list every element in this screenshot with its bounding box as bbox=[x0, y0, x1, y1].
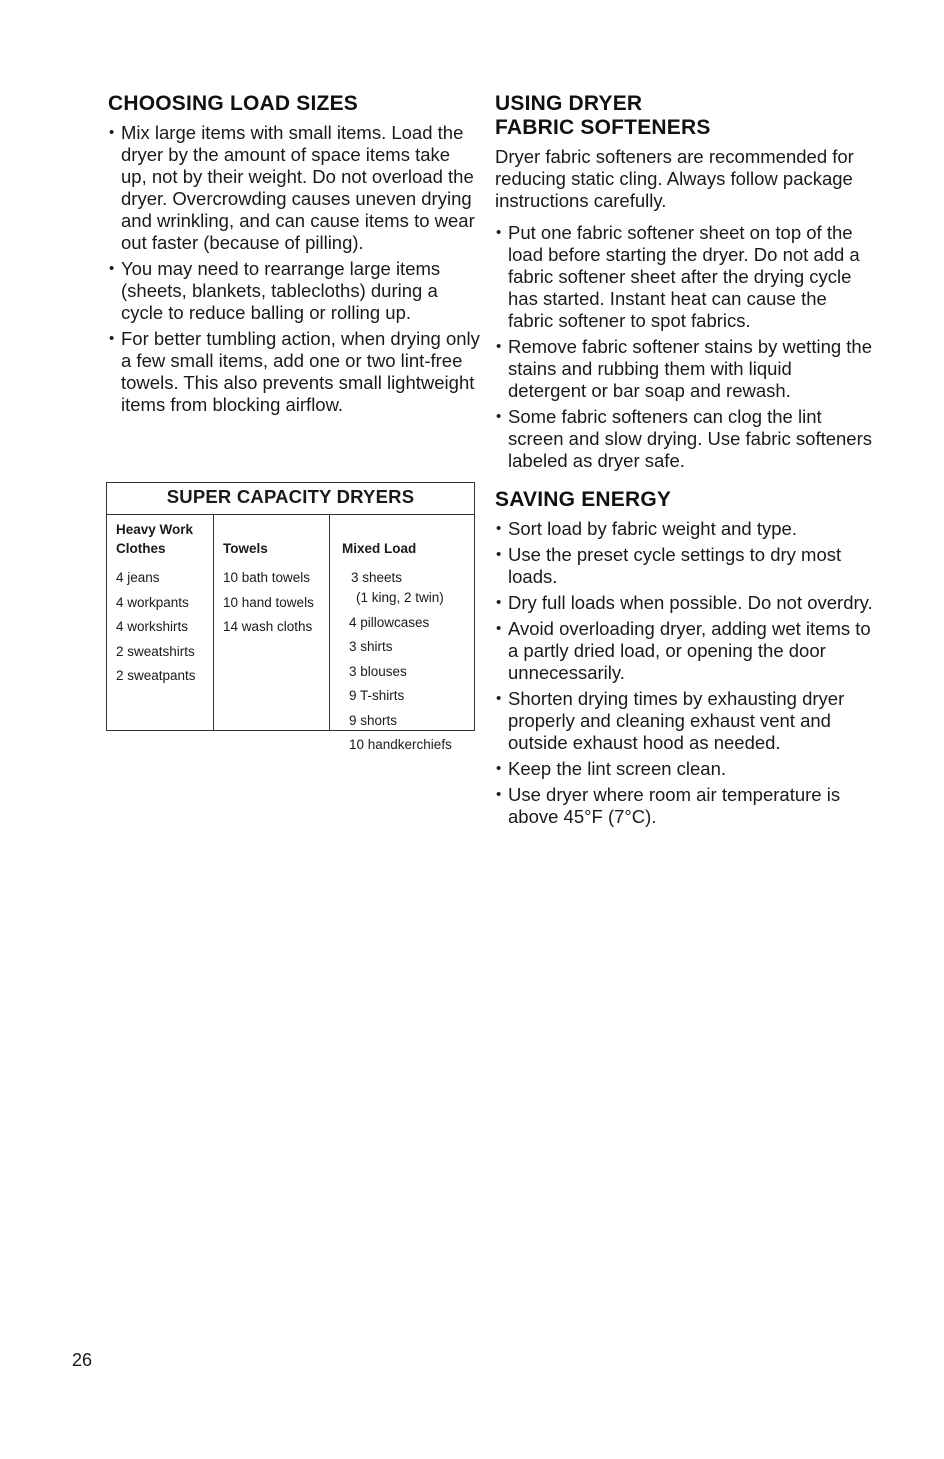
section-title-fabric-softeners bbox=[495, 92, 875, 140]
table-cell: 4 workshirts bbox=[116, 619, 189, 634]
list-item bbox=[495, 222, 875, 332]
section-title-saving-energy: SAVING ENERGY bbox=[495, 488, 672, 511]
bullet-icon: • bbox=[109, 260, 115, 277]
table-cell: 3 blouses bbox=[349, 663, 407, 679]
list-item bbox=[108, 328, 480, 416]
bullet-icon: • bbox=[496, 338, 502, 355]
table-title: SUPER CAPACITY DRYERS bbox=[107, 483, 474, 515]
left-column bbox=[108, 92, 480, 420]
list-item-text: Mix large items with small items. Load the dryer by the amount of space items take up, not by their weight. Do not overload the dryer. Overcrowding causes uneven drying and wrinkling, and can cause items to wear out faster (because of pilling). bbox=[121, 122, 475, 253]
table-cell: 10 hand towels bbox=[223, 594, 314, 610]
column-header-line: Clothes bbox=[116, 541, 166, 556]
table-cell: 10 bath towels bbox=[223, 570, 311, 585]
list-item-text: Remove fabric softener stains by wetting the stains and rubbing them with liquid detergent or bar soap and rewash. bbox=[508, 336, 873, 401]
bullet-icon: • bbox=[496, 620, 502, 637]
table-cell: 10 handkerchiefs bbox=[349, 737, 452, 752]
list-item bbox=[495, 592, 875, 614]
bullet-icon: • bbox=[109, 124, 115, 141]
table-column-mixed-load bbox=[330, 515, 474, 752]
list-item-text: Shorten drying times by exhausting dryer properly and cleaning exhaust vent and outside exhaust hood as needed. bbox=[508, 688, 845, 753]
list-item bbox=[108, 122, 480, 254]
column-header bbox=[116, 515, 213, 558]
list-item-text: Sort load by fabric weight and type. bbox=[508, 518, 797, 539]
fabric-softeners-list bbox=[495, 222, 875, 472]
table-cell: 4 workpants bbox=[116, 594, 189, 610]
list-item bbox=[495, 406, 875, 472]
column-header-line: Mixed Load bbox=[342, 541, 417, 556]
bullet-icon: • bbox=[496, 520, 502, 537]
column-header bbox=[223, 515, 329, 558]
table-body bbox=[107, 515, 474, 752]
table-cell: 2 sweatshirts bbox=[116, 643, 195, 659]
bullet-icon: • bbox=[496, 408, 502, 425]
list-item-text: Avoid overloading dryer, adding wet items to a partly dried load, or opening the door unnecessarily. bbox=[508, 618, 871, 683]
column-items bbox=[116, 566, 213, 689]
bullet-icon: • bbox=[496, 690, 502, 707]
list-item bbox=[108, 258, 480, 324]
column-header-line: Heavy Work bbox=[116, 522, 194, 537]
table-column-heavy-work bbox=[107, 515, 214, 731]
column-header bbox=[342, 515, 474, 558]
table-cell: 3 shirts bbox=[349, 639, 393, 654]
column-items bbox=[342, 566, 474, 758]
list-item-text: Use dryer where room air temperature is above 45°F (7°C). bbox=[508, 784, 841, 827]
super-capacity-table bbox=[106, 482, 475, 752]
title-line: FABRIC SOFTENERS bbox=[495, 116, 711, 139]
list-item-text: Put one fabric softener sheet on top of the load before starting the dryer. Do not add a fabric softener sheet after the drying cycle has started. Instant heat can cause the fabric softener to spot fabrics. bbox=[508, 222, 860, 331]
list-item bbox=[495, 618, 875, 684]
table-cell: 2 sweatpants bbox=[116, 668, 196, 683]
bullet-icon: • bbox=[496, 760, 502, 777]
list-item-text: You may need to rearrange large items (sheets, blankets, tablecloths) during a cycle to reduce balling or rolling up. bbox=[121, 258, 441, 323]
title-line: USING DRYER bbox=[495, 92, 643, 115]
list-item bbox=[495, 544, 875, 588]
list-item-text: For better tumbling action, when drying only a few small items, add one or two lint-free towels. This also prevents small lightweight items from blocking airflow. bbox=[121, 328, 480, 415]
bullet-icon: • bbox=[496, 224, 502, 241]
table-cell: 4 jeans bbox=[116, 570, 160, 585]
load-sizes-list bbox=[108, 122, 480, 416]
list-item bbox=[495, 784, 875, 828]
table-cell: 4 pillowcases bbox=[349, 614, 430, 630]
list-item bbox=[495, 518, 875, 540]
saving-energy-list bbox=[495, 518, 875, 828]
bullet-icon: • bbox=[496, 546, 502, 563]
table-cell: 9 shorts bbox=[349, 712, 398, 728]
bullet-icon: • bbox=[496, 594, 502, 611]
right-column bbox=[495, 92, 875, 832]
column-header-line: Towels bbox=[223, 541, 268, 556]
table-cell: (1 king, 2 twin) bbox=[356, 589, 444, 605]
page-number: 26 bbox=[72, 1350, 93, 1370]
table-cell: 3 sheets bbox=[351, 570, 403, 585]
list-item bbox=[495, 336, 875, 402]
list-item-text: Some fabric softeners can clog the lint screen and slow drying. Use fabric softeners labeled as dryer safe. bbox=[508, 406, 873, 471]
list-item-text: Keep the lint screen clean. bbox=[508, 758, 727, 779]
bullet-icon: • bbox=[496, 786, 502, 803]
section-title-load-sizes: CHOOSING LOAD SIZES bbox=[108, 92, 358, 115]
table-column-towels bbox=[214, 515, 330, 731]
fabric-softeners-intro: Dryer fabric softeners are recommended for reducing static cling. Always follow package instructions carefully. bbox=[495, 146, 854, 211]
table-cell: 9 T-shirts bbox=[349, 688, 405, 703]
list-item bbox=[495, 688, 875, 754]
list-item-text: Use the preset cycle settings to dry most loads. bbox=[508, 544, 842, 587]
column-items bbox=[223, 566, 329, 640]
bullet-icon: • bbox=[109, 330, 115, 347]
list-item-text: Dry full loads when possible. Do not overdry. bbox=[508, 592, 873, 613]
table-cell: 14 wash cloths bbox=[223, 619, 313, 634]
list-item bbox=[495, 758, 875, 780]
